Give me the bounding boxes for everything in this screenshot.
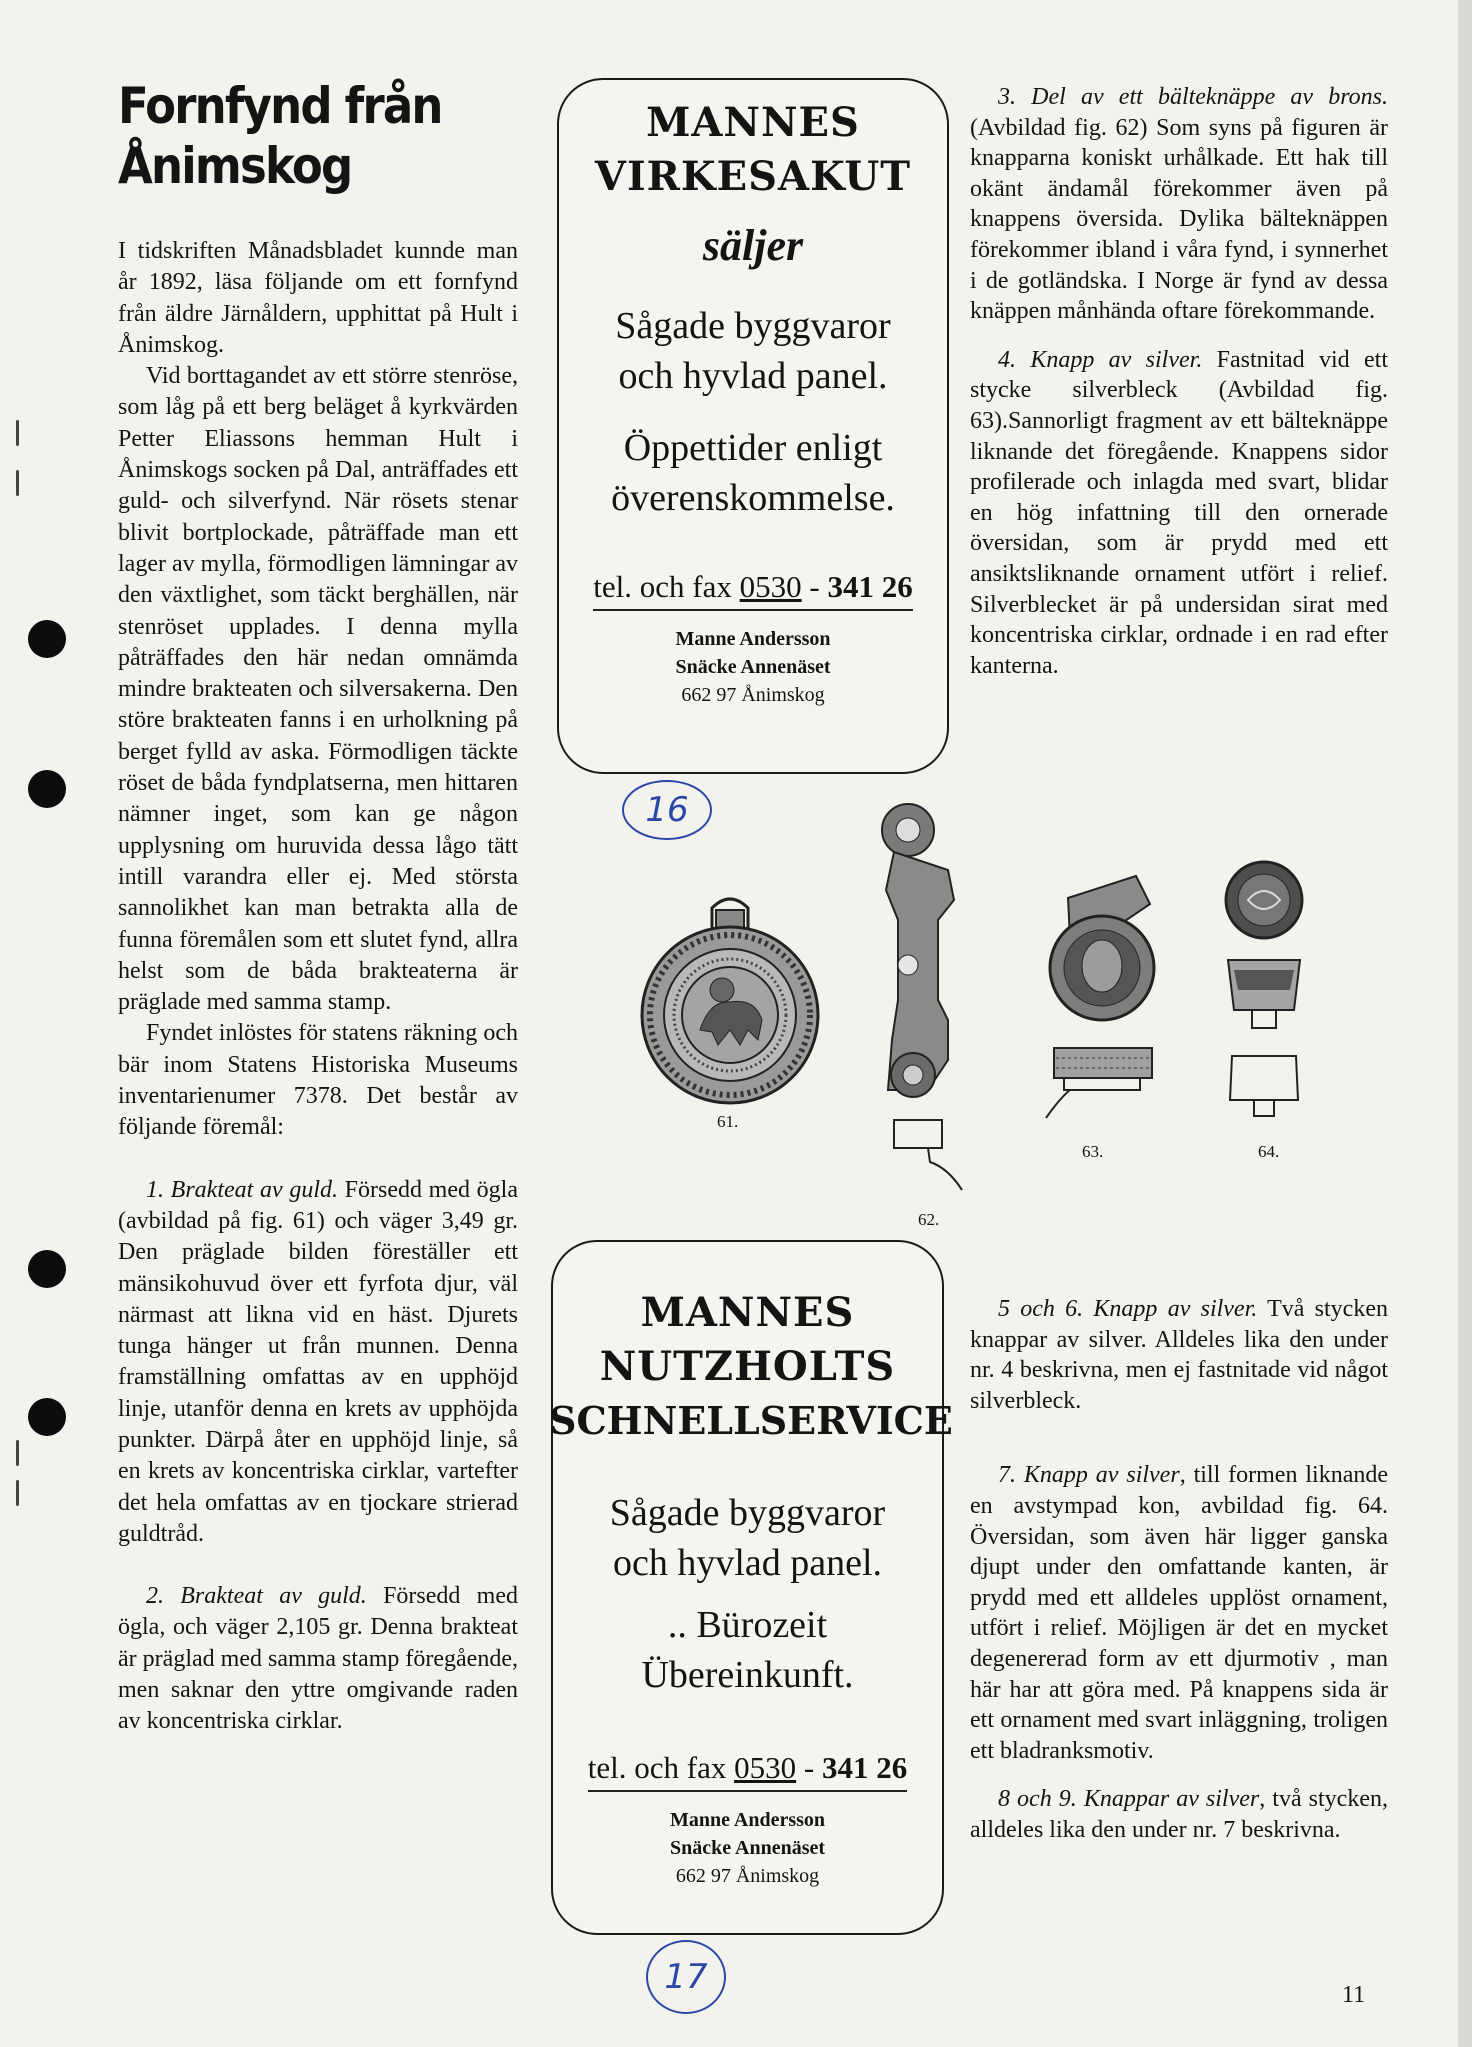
item-label: 4. Knapp av silver. bbox=[998, 346, 1203, 373]
umlaut-dots: .. bbox=[667, 1604, 687, 1646]
item-7 bbox=[970, 1460, 1388, 1766]
ad-saljer: säljer bbox=[702, 221, 804, 270]
article-left-column bbox=[118, 76, 518, 1738]
title-line: Fornfynd från bbox=[118, 77, 442, 135]
contact-postal: 662 97 Ånimskog bbox=[675, 1865, 820, 1887]
item-3 bbox=[970, 82, 1388, 327]
binder-hole bbox=[28, 770, 66, 808]
contact-name: Manne Andersson bbox=[669, 1809, 826, 1831]
item-label: 5 och 6. Knapp av silver. bbox=[998, 1296, 1258, 1322]
ad-heading: SCHNELLSERVICE bbox=[549, 1398, 953, 1443]
ad-phone bbox=[593, 569, 912, 611]
article-right-column-lower bbox=[970, 1294, 1388, 1846]
phone-prefix: tel. och fax bbox=[593, 569, 732, 604]
ad-contact bbox=[553, 1806, 942, 1890]
handwritten-note: 17 bbox=[646, 1940, 726, 2014]
ad-product: och hyvlad panel. bbox=[618, 355, 888, 397]
conical-button-illustration bbox=[1214, 860, 1314, 1120]
paragraph: Vid borttagandet av ett större stenröse, som låg på ett berg beläget å kyrkvärden Petter Eliassons hemman Hult i Ånimskogs socken på Dal, anträffades ett guld- och silverfynd. När rösets stenar blivit bortplockade, påträffade man ett lager av mylla, förmodligen lämningar av den växtlighet, som täckt berghällen, när stenröset upplades. I denna mylla påträffades den här nedan omnämda mindre brakteaten och silversakerna. Den störe brakteaten fanns i en urholkning på berget fylld av aska. Förmodligen täckte röset de båda fyndplatserna, men hittaren nämner inget, som kan ge någon upplysning om huruvida dessa lågo tätt intill varandra eller ej. Med största sannolikhet kan man betrakta alla de funna föremålen som ett slutet fynd, allra helst som de båda brakteaterna är präglade med samma stamp. bbox=[118, 363, 518, 1016]
handwritten-note: 16 bbox=[622, 780, 712, 840]
item-label: 1. Brakteat av guld. bbox=[146, 1176, 338, 1203]
hours-line: Bürozeit bbox=[696, 1604, 828, 1646]
ad-product: Sågade byggvaror bbox=[609, 1492, 886, 1534]
figure-label: 63. bbox=[1082, 1142, 1104, 1161]
ad-heading: VIRKESAKUT bbox=[594, 153, 912, 200]
item-4 bbox=[970, 345, 1388, 682]
ad-hours: Übereinkunft. bbox=[641, 1654, 854, 1696]
ad-contact bbox=[559, 625, 947, 709]
phone-area: 0530 bbox=[739, 569, 802, 604]
margin-mark bbox=[16, 1480, 19, 1506]
item-text: Försedd med ögla (avbildad på fig. 61) och väger 3,49 gr. Den präglade bilden föreställer ett mänsikohuvud över ett fyrfota djur, väl närmast att likna vid en häst. Djurets tunga hänger ut från munnen. Denna framställning omfattas av en upphöjd linje, utanför denna en krets av upphöjda punkter. Därpå åter en upphöjd linje, så en krets av koncentriska cirklar, vartefter det hela omfattas av en tjockare strierad guldtråd. bbox=[118, 1176, 518, 1547]
ad-hours bbox=[553, 1600, 942, 1650]
page-number: 11 bbox=[1342, 1982, 1366, 2008]
ad-product: och hyvlad panel. bbox=[612, 1542, 883, 1584]
figure-label: 61. bbox=[717, 1112, 739, 1131]
ad-product: Sågade byggvaror bbox=[615, 305, 891, 347]
article-right-column bbox=[970, 82, 1388, 681]
phone-sep: - bbox=[801, 569, 828, 604]
item-5 bbox=[970, 1294, 1388, 1416]
contact-name: Manne Andersson bbox=[675, 628, 831, 650]
bracteate-illustration bbox=[630, 890, 830, 1120]
title-line: Ånimskog bbox=[118, 137, 352, 195]
margin-mark bbox=[16, 470, 19, 496]
page-edge bbox=[1458, 0, 1472, 2047]
item-label: 8 och 9. Knappar av silver bbox=[998, 1786, 1260, 1813]
item-2 bbox=[118, 1581, 518, 1737]
phone-area: 0530 bbox=[734, 1750, 797, 1785]
item-text: , två stycken, alldeles lika den under nr. 7 beskrivna. bbox=[970, 1786, 1388, 1843]
belt-buckle-illustration bbox=[858, 800, 978, 1200]
margin-mark bbox=[16, 420, 19, 446]
item-text: Fastnitad vid ett stycke silverbleck (Avbildad fig. 63).Sannorligt fragment av ett bälteknäppe liknande det föregående. Knappens sidor profilerade och inlagda med svart, blidar en hög infattning till den ornerade översidan, som är prydd med ett ansiktsliknande ornament utfört i relief. Silverblecket är på undersidan sirat med koncentriska cirklar, ordnade i en rad efter kanterna. bbox=[970, 346, 1388, 679]
contact-postal: 662 97 Ånimskog bbox=[681, 684, 825, 706]
item-label: 2. Brakteat av guld. bbox=[146, 1583, 367, 1610]
binder-hole bbox=[28, 1398, 66, 1436]
item-text: Två stycken knappar av silver. Alldeles lika den under nr. 4 beskrivna, men ej fastnitade vid något silverbleck. bbox=[970, 1296, 1388, 1414]
paragraph: Fyndet inlöstes för statens räkning och bär inom Statens Historiska Museums inventarienumer 7378. Det består av följande föremål: bbox=[118, 1020, 518, 1141]
ad-hours: överenskommelse. bbox=[611, 477, 895, 519]
item-text: Försedd med ögla, och väger 2,105 gr. Denna brakteat är präglad med samma stamp föregående, men saknar den yttre omgivande raden av koncentriska cirklar. bbox=[118, 1583, 518, 1735]
binder-hole bbox=[28, 1250, 66, 1288]
item-text: , till formen liknande en avstympad kon, avbildad fig. 64. Översidan, som även här ligger ganska djupt under den omfattande kanten, är prydd med ett alldeles upplöst ornament, utfört i relief. Möjligen är det en mycket degenererad form av ett djurmotiv , man här har att göra med. På knappens sida är ett ornament med svart inläggning, troligen ett bladranksmotiv. bbox=[970, 1462, 1388, 1764]
paragraph: I tidskriften Månadsbladet kunnde man år 1892, läsa följande om ett fornfynd från äldre Järnåldern, upphittat på Hult i Ånimskog. bbox=[118, 238, 518, 358]
phone-sep: - bbox=[796, 1750, 822, 1785]
contact-place: Snäcke Annenäset bbox=[675, 656, 831, 678]
item-8 bbox=[970, 1784, 1388, 1845]
binder-hole bbox=[28, 620, 66, 658]
item-label: 3. Del av ett bälteknäppe av brons. bbox=[998, 84, 1388, 110]
contact-place: Snäcke Annenäset bbox=[669, 1837, 826, 1859]
item-label: 7. Knapp av silver bbox=[998, 1462, 1180, 1489]
figure-label: 62. bbox=[918, 1210, 940, 1229]
phone-number: 341 26 bbox=[821, 1750, 908, 1785]
phone-prefix: tel. och fax bbox=[587, 1750, 727, 1785]
ad-heading: MANNES bbox=[646, 99, 860, 146]
margin-mark bbox=[16, 1440, 19, 1466]
ad-heading: MANNES bbox=[640, 1289, 855, 1336]
item-text: (Avbildad fig. 62) Som syns på figuren är knapparna koniskt urhålkade. Ett hak till okänt ändamål förekommer även på knappens översida. Dylika bälteknäppen förekommer ibland i våra fynd, i synnerhet i de gotländska. I Norge är fynd av dessa knäppen månhända oftare förekommande. bbox=[970, 114, 1388, 325]
article-title bbox=[118, 76, 478, 196]
figure-label: 64. bbox=[1258, 1142, 1280, 1161]
advertisement-virkesakut bbox=[557, 78, 949, 774]
advertisement-schnellservice bbox=[549, 1240, 953, 1935]
phone-number: 341 26 bbox=[827, 569, 913, 604]
button-plate-illustration bbox=[1040, 868, 1170, 1138]
ad-phone bbox=[588, 1750, 907, 1792]
ad-hours: Öppettider enligt bbox=[623, 427, 883, 469]
ad-heading: NUTZHOLTS bbox=[599, 1343, 896, 1390]
item-1 bbox=[118, 1175, 518, 1551]
